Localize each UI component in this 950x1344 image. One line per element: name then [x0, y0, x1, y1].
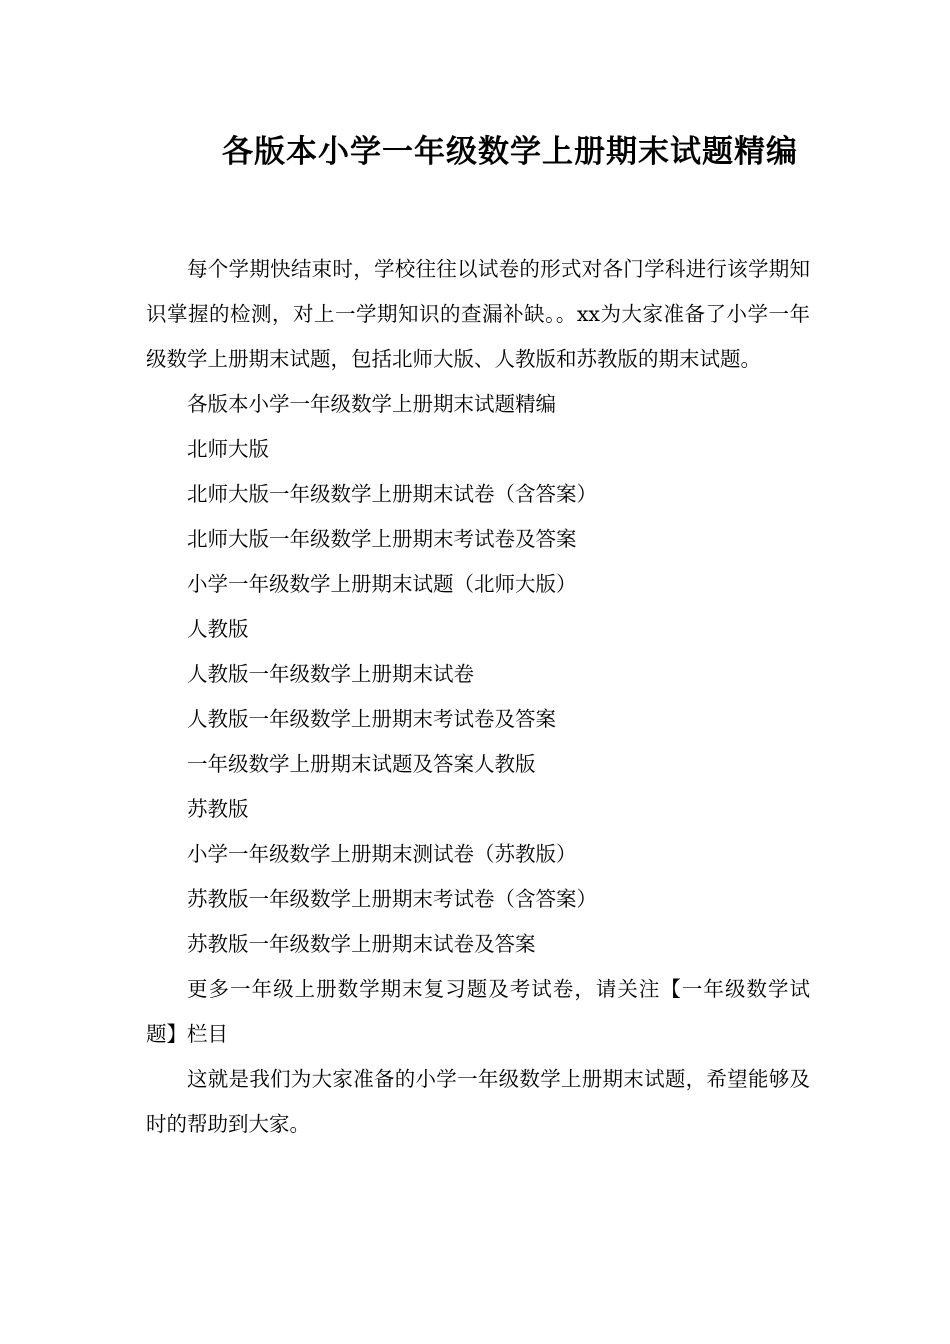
- list-item: 人教版一年级数学上册期末考试卷及答案: [187, 707, 556, 731]
- document-body: [146, 247, 810, 1147]
- section-heading-bsd: 北师大版: [187, 437, 269, 461]
- document-title: 各版本小学一年级数学上册期末试题精编: [222, 134, 798, 170]
- list-item: 小学一年级数学上册期末测试卷（苏教版）: [187, 842, 577, 866]
- list-heading: 各版本小学一年级数学上册期末试题精编: [187, 392, 556, 416]
- intro-paragraph: 每个学期快结束时，学校往往以试卷的形式对各门学科进行该学期知识掌握的检测，对上一学期知识的查漏补缺。。xx为大家准备了小学一年级数学上册期末试题，包括北师大版、人教版和苏教版的期末试题。: [146, 257, 810, 371]
- list-item: 一年级数学上册期末试题及答案人教版: [187, 752, 536, 776]
- list-item: 北师大版一年级数学上册期末试卷（含答案）: [187, 482, 597, 506]
- list-item: 苏教版一年级数学上册期末试卷及答案: [187, 932, 536, 956]
- list-item: 苏教版一年级数学上册期末考试卷（含答案）: [187, 887, 597, 911]
- closing-paragraph: 这就是我们为大家准备的小学一年级数学上册期末试题，希望能够及时的帮助到大家。: [146, 1067, 810, 1136]
- section-heading-sj: 苏教版: [187, 797, 249, 821]
- list-item: 北师大版一年级数学上册期末考试卷及答案: [187, 527, 577, 551]
- more-info-paragraph: 更多一年级上册数学期末复习题及考试卷，请关注【一年级数学试题】栏目: [146, 977, 810, 1046]
- list-item: 人教版一年级数学上册期末试卷: [187, 662, 474, 686]
- section-heading-rj: 人教版: [187, 617, 249, 641]
- list-item: 小学一年级数学上册期末试题（北师大版）: [187, 572, 577, 596]
